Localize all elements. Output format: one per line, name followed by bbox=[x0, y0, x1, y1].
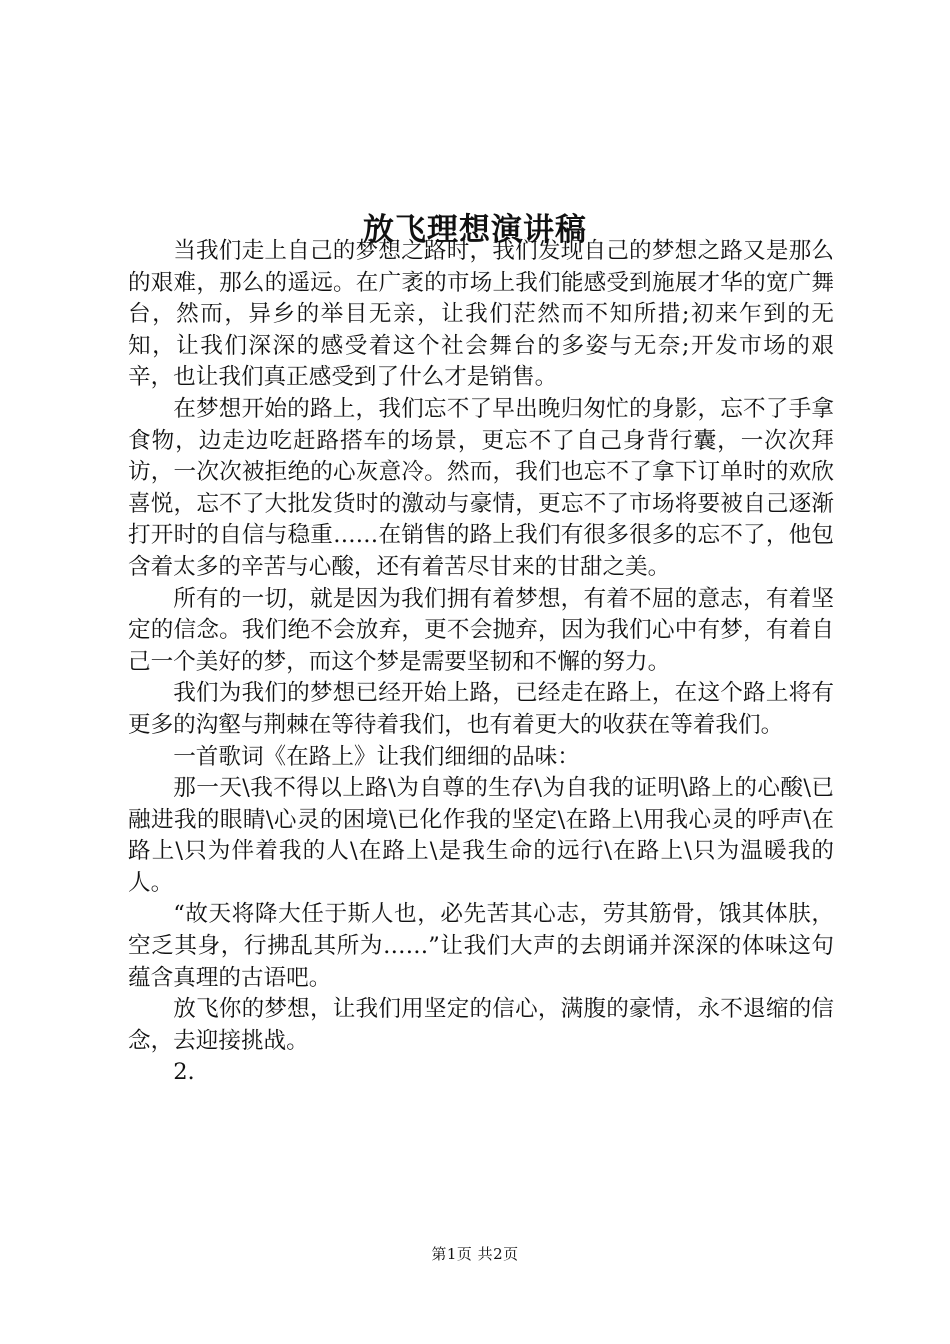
paragraph-7-quote: “故天将降大任于斯人也，必先苦其心志，劳其筋骨，饿其体肤，空乏其身，行拂乱其所为……”让我们大声的去朗诵并深深的体味这句蕴含真理的古语吧。 bbox=[128, 901, 834, 991]
paragraph-8: 放飞你的梦想，让我们用坚定的信心，满腹的豪情，永不退缩的信念，去迎接挑战。 bbox=[128, 996, 834, 1054]
paragraph-1: 当我们走上自己的梦想之路时，我们发现自己的梦想之路又是那么的艰难，那么的遥远。在广袤的市场上我们能感受到施展才华的宽广舞台，然而，异乡的举目无亲，让我们茫然而不知所措;初来乍到的无知，让我们深深的感受着这个社会舞台的多姿与无奈;开发市场的艰辛，也让我们真正感受到了什么才是销售。 bbox=[128, 238, 834, 391]
document-body bbox=[128, 236, 834, 1089]
paragraph-6-lyrics: 那一天\我不得以上路\为自尊的生存\为自我的证明\路上的心酸\已融进我的眼睛\心灵的困境\已化作我的坚定\在路上\用我心灵的呼声\在路上\只为伴着我的人\在路上\是我生命的远行\在路上\只为温暖我的人。 bbox=[128, 775, 834, 896]
paragraph-5: 一首歌词《在路上》让我们细细的品味： bbox=[173, 743, 580, 770]
paragraph-2: 在梦想开始的路上，我们忘不了早出晚归匆忙的身影，忘不了手拿食物，边走边吃赶路搭车的场景，更忘不了自己身背行囊，一次次拜访，一次次被拒绝的心灰意冷。然而，我们也忘不了拿下订单时的欢欣喜悦，忘不了大批发货时的激动与豪情，更忘不了市场将要被自己逐渐打开时的自信与稳重……在销售的路上我们有很多很多的忘不了，他包含着太多的辛苦与心酸，还有着苦尽甘来的甘甜之美。 bbox=[128, 395, 834, 580]
paragraph-4: 我们为我们的梦想已经开始上路，已经走在路上，在这个路上将有更多的沟壑与荆棘在等待着我们，也有着更大的收获在等着我们。 bbox=[128, 680, 834, 738]
document-title: 放飞理想演讲稿 bbox=[363, 211, 587, 248]
page-footer: 第1页 共2页 bbox=[431, 1245, 519, 1263]
paragraph-9-list-number: 2. bbox=[173, 1059, 195, 1086]
paragraph-3: 所有的一切，就是因为我们拥有着梦想，有着不屈的意志，有着坚定的信念。我们绝不会放弃，更不会抛弃，因为我们心中有梦，有着自己一个美好的梦，而这个梦是需要坚韧和不懈的努力。 bbox=[128, 585, 834, 675]
